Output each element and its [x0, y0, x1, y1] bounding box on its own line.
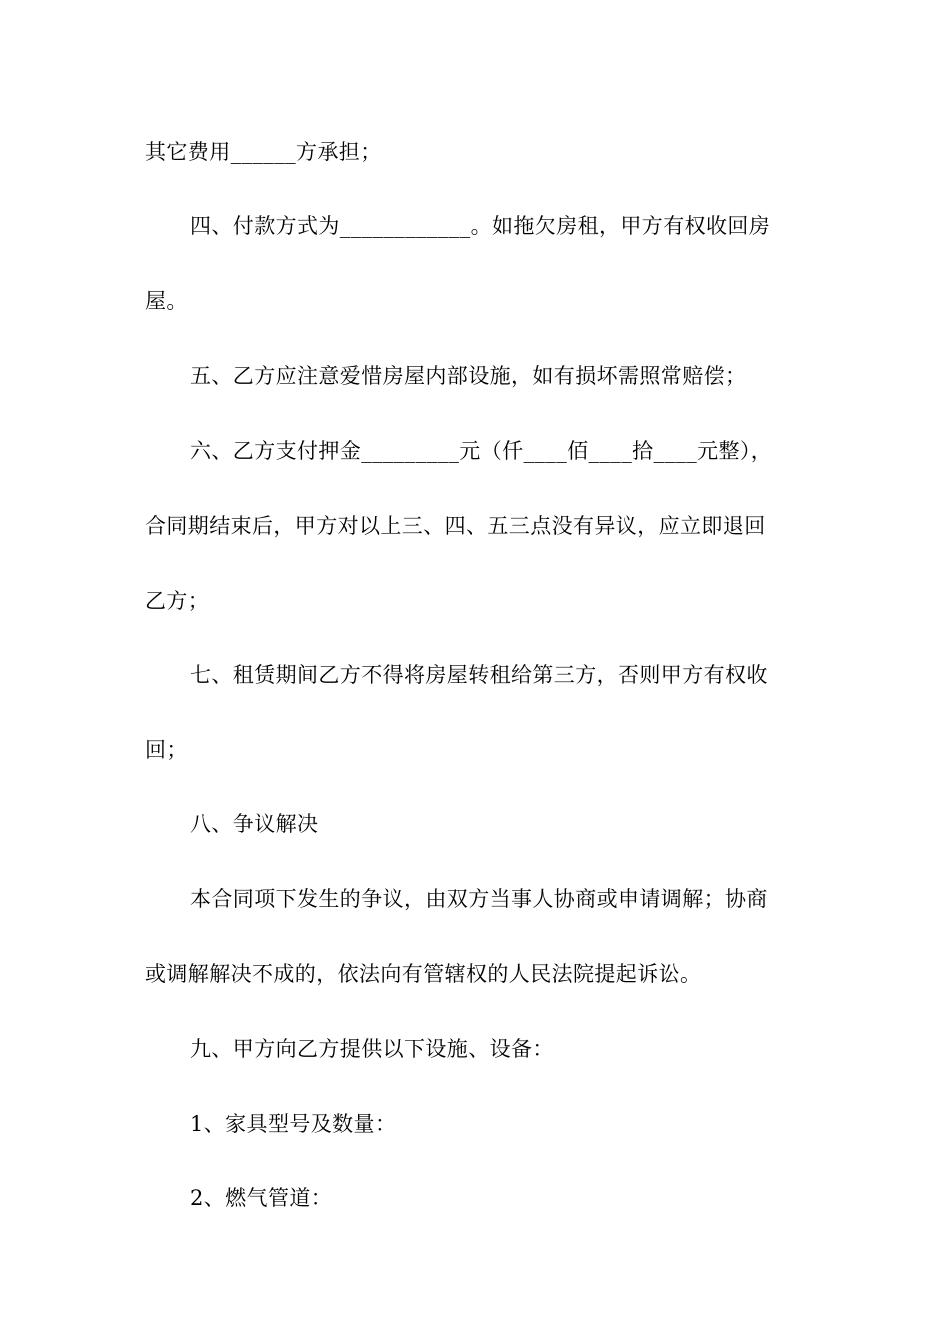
- clause-9-heading: 九、甲方向乙方提供以下设施、设备：: [190, 1037, 554, 1061]
- text-line-other-fees: 其它费用______方承担；: [145, 140, 382, 164]
- clause-5-maintenance: 五、乙方应注意爱惜房屋内部设施，如有损坏需照常赔偿；: [190, 364, 747, 388]
- clause-8-body: 本合同项下发生的争议，由双方当事人协商或申请调解；协商: [190, 887, 768, 911]
- clause-6-continuation-end: 乙方；: [145, 589, 210, 613]
- clause-9-item-1: 1、家具型号及数量：: [190, 1112, 397, 1136]
- clause-7-continuation: 回；: [145, 738, 188, 762]
- clause-7-sublet: 七、租赁期间乙方不得将房屋转租给第三方，否则甲方有权收: [190, 663, 768, 687]
- clause-9-item-2: 2、燃气管道：: [190, 1186, 333, 1210]
- clause-4-continuation: 屋。: [145, 289, 188, 313]
- clause-6-continuation: 合同期结束后，甲方对以上三、四、五三点没有异议，应立即退回: [145, 514, 766, 538]
- clause-4-payment: 四、付款方式为____________。如拖欠房租，甲方有权收回房: [190, 214, 771, 238]
- clause-8-heading: 八、争议解决: [190, 812, 319, 836]
- clause-6-deposit: 六、乙方支付押金_________元（仟____佰____拾____元整），: [190, 439, 773, 463]
- clause-8-body-continuation: 或调解解决不成的，依法向有管辖权的人民法院提起诉讼。: [145, 962, 702, 986]
